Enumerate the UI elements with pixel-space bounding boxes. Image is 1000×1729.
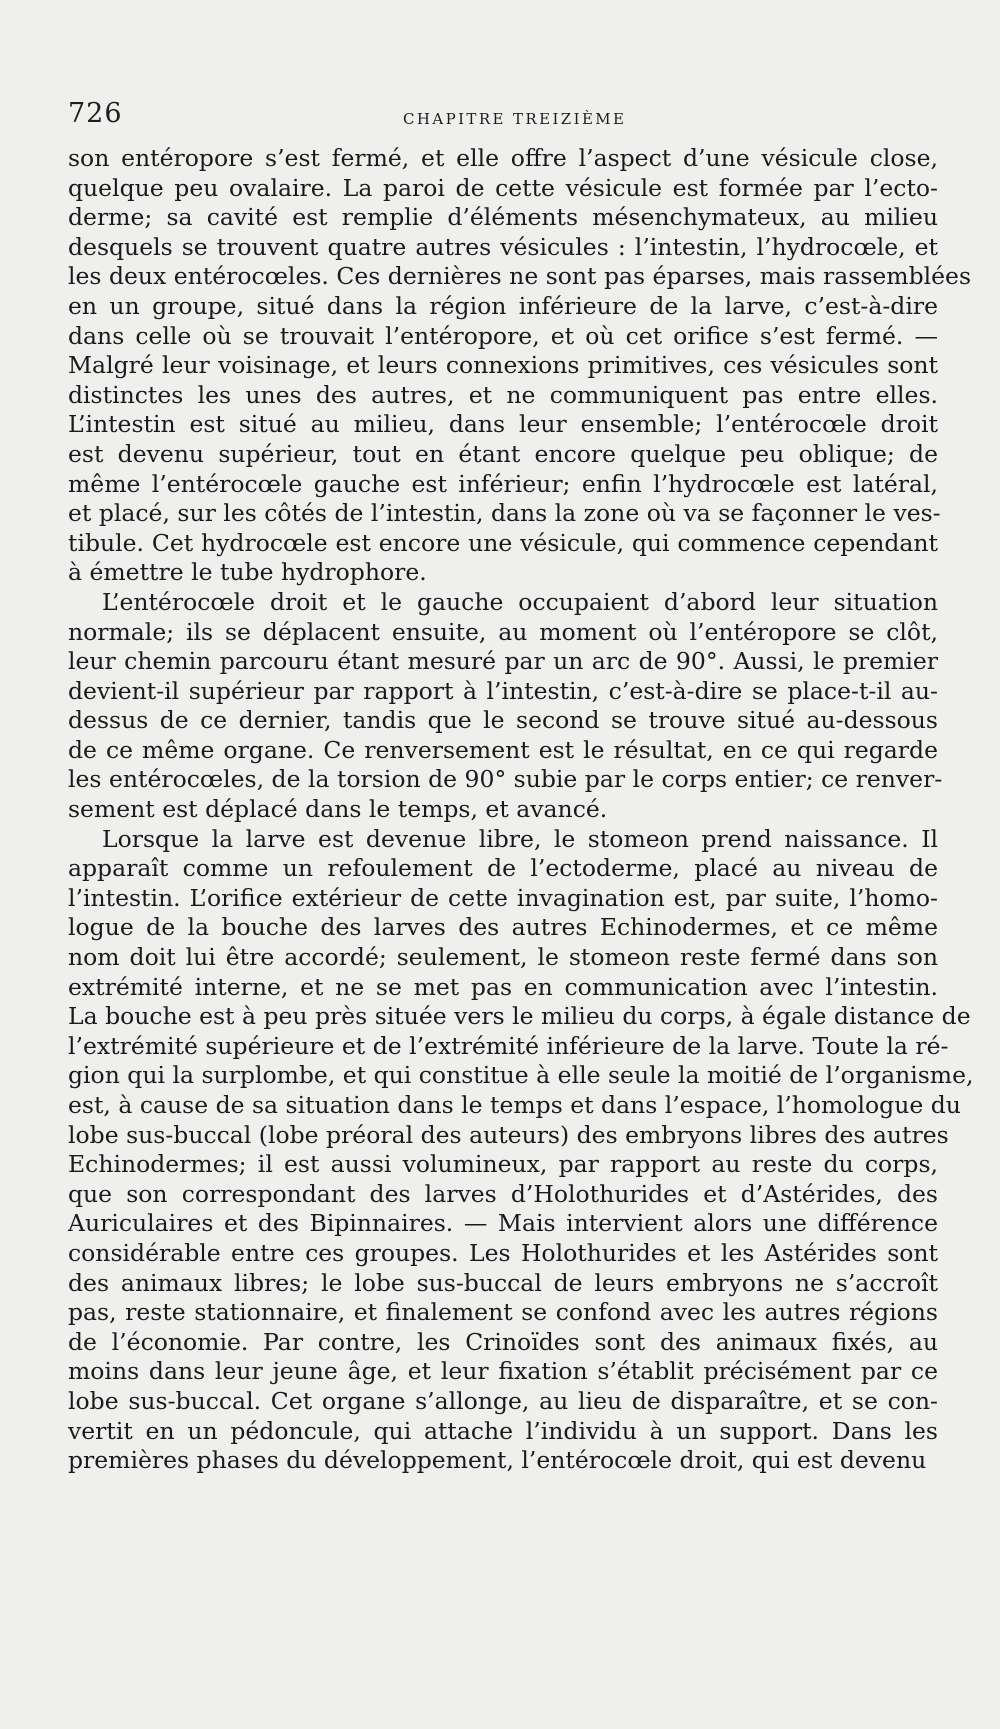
text-line: même l’entérocœle gauche est inférieur; enfin l’hydrocœle est latéral, [68,469,938,498]
text-line: à émettre le tube hydrophore. [68,558,427,587]
text-line: normale; ils se déplacent ensuite, au moment où l’entéropore se clôt, [68,617,938,646]
text-line: vertit en un pédoncule, qui attache l’individu à un support. Dans les [68,1416,938,1445]
text-line: et placé, sur les côtés de l’intestin, dans la zone où va se façonner le ves- [68,499,941,528]
paragraph [68,144,972,588]
text-line: les entérocœles, de la torsion de 90° subie par le corps entier; ce renver- [68,765,943,794]
text-line: quelque peu ovalaire. La paroi de cette vésicule est formée par l’ecto- [68,173,938,202]
text-line: desquels se trouvent quatre autres vésicules : l’intestin, l’hydrocœle, et [68,232,938,261]
text-line: l’extrémité supérieure et de l’extrémité inférieure de la larve. Toute la ré- [68,1031,949,1060]
text-line: dans celle où se trouvait l’entéropore, et où cet orifice s’est fermé. — [68,321,938,350]
text-line: La bouche est à peu près située vers le milieu du corps, à égale distance de [68,1002,971,1031]
text-line: Lorsque la larve est devenue libre, le stomeon prend naissance. Il [102,824,938,853]
text-line: de l’économie. Par contre, les Crinoïdes sont des animaux fixés, au [68,1327,938,1356]
text-line: Auriculaires et des Bipinnaires. — Mais intervient alors une différence [68,1209,938,1238]
text-line: est, à cause de sa situation dans le temps et dans l’espace, l’homologue du [68,1091,961,1119]
text-line: gion qui la surplombe, et qui constitue à elle seule la moitié de l’organisme, [68,1061,974,1090]
text-line: moins dans leur jeune âge, et leur fixation s’établit précisément par ce [68,1357,938,1386]
text-line: premières phases du développement, l’entérocœle droit, qui est devenu [68,1446,927,1475]
text-line: Echinodermes; il est aussi volumineux, par rapport au reste du corps, [68,1150,938,1179]
text-line: considérable entre ces groupes. Les Holothurides et les Astérides sont [68,1238,938,1267]
text-line: en un groupe, situé dans la région inférieure de la larve, c’est-à-dire [68,291,938,320]
text-line: Malgré leur voisinage, et leurs connexions primitives, ces vésicules sont [68,351,938,380]
text-line: leur chemin parcouru étant mesuré par un arc de 90°. Aussi, le premier [68,647,938,676]
text-line: lobe sus-buccal. Cet organe s’allonge, au lieu de disparaître, et se con- [68,1386,938,1415]
text-line: extrémité interne, et ne se met pas en communication avec l’intestin. [68,972,938,1001]
page-header [68,98,938,138]
text-line: distinctes les unes des autres, et ne communiquent pas entre elles. [68,380,938,409]
text-line: L’entérocœle droit et le gauche occupaient d’abord leur situation [102,587,938,616]
text-line: pas, reste stationnaire, et finalement se confond avec les autres régions [68,1298,938,1327]
text-line: nom doit lui être accordé; seulement, le stomeon reste fermé dans son [68,943,938,972]
text-line: des animaux libres; le lobe sus-buccal de leurs embryons ne s’accroît [68,1268,938,1297]
text-line: lobe sus-buccal (lobe préoral des auteurs) des embryons libres des autres [68,1120,949,1149]
text-line: logue de la bouche des larves des autres Echinodermes, et ce même [68,913,938,942]
text-line: dessus de ce dernier, tandis que le second se trouve situé au-dessous [68,706,938,735]
text-line: sement est déplacé dans le temps, et avancé. [68,795,608,824]
text-line: les deux entérocœles. Ces dernières ne sont pas éparses, mais rassemblées [68,262,972,291]
text-line: de ce même organe. Ce renversement est le résultat, en ce qui regarde [68,735,938,764]
text-line: L’intestin est situé au milieu, dans leur ensemble; l’entérocœle droit [68,410,938,439]
paragraph [68,824,974,1476]
running-head: CHAPITRE TREIZIÈME [403,110,627,128]
text-line: devient-il supérieur par rapport à l’intestin, c’est-à-dire se place-t-il au- [68,676,938,705]
text-line: l’intestin. L’orifice extérieur de cette invagination est, par suite, l’homo- [68,883,938,912]
body-text [68,144,974,1476]
text-line: que son correspondant des larves d’Holothurides et d’Astérides, des [68,1179,938,1208]
text-line: apparaît comme un refoulement de l’ectoderme, placé au niveau de [68,854,938,883]
text-line: son entéropore s’est fermé, et elle offre l’aspect d’une vésicule close, [68,144,938,172]
text-line: derme; sa cavité est remplie d’éléments mésenchymateux, au milieu [68,203,938,232]
page-number: 726 [68,98,123,129]
text-line: est devenu supérieur, tout en étant encore quelque peu oblique; de [68,439,938,468]
paragraph [68,587,943,825]
text-line: tibule. Cet hydrocœle est encore une vésicule, qui commence cependant [68,528,938,557]
